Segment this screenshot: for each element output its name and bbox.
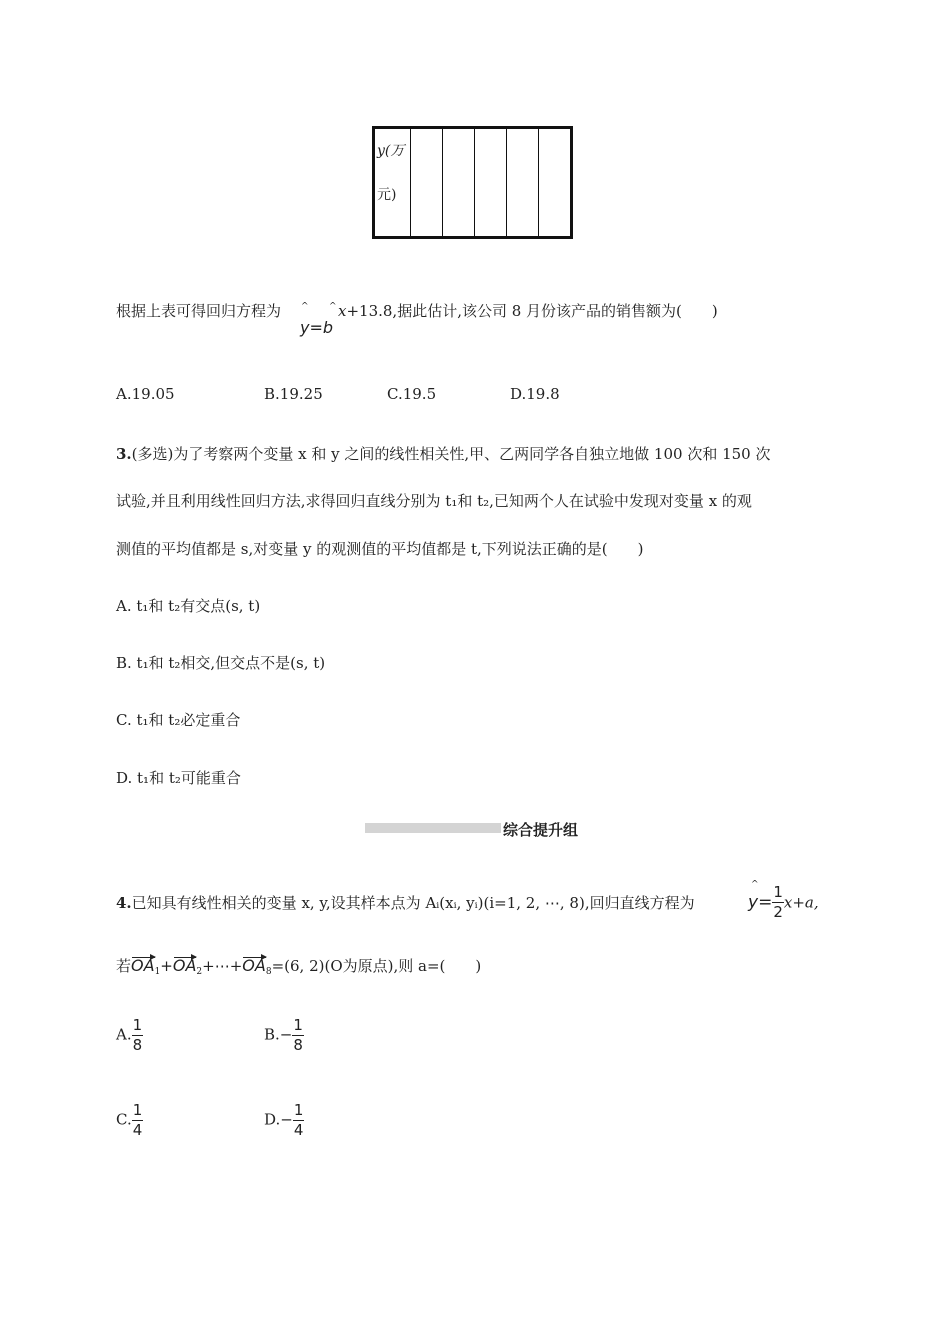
q4-option-a[interactable]: A. $\frac{1}{8}$ [116,1016,143,1054]
fraction: $\frac{1}{8}$ [132,1016,143,1054]
table-cell [507,128,539,238]
q4-line-1: 4.已知具有线性相关的变量 x, y,设其样本点为 Aᵢ(xᵢ, yᵢ)(i=1, 2, ⋯, 8),回归直线方程为 [116,894,695,912]
q2-option-d[interactable]: D.19.8 [510,385,560,403]
q3-option-b[interactable]: B. t₁和 t₂相交,但交点不是(s, t) [116,654,326,672]
half-fraction: $\frac{1}{2}$ [773,883,783,921]
fraction: $\frac{1}{4}$ [132,1101,143,1139]
q4-regression-equation: y= $\frac{1}{2}$ x+a, [748,883,819,921]
table-row [374,128,572,238]
vector-oa1: OA [131,956,155,975]
table-cell [475,128,507,238]
fraction: $\frac{1}{8}$ [293,1016,303,1054]
q4-line-2: 若$OA_1+OA_2+\cdots+OA_8=(6$, 2)(O为原点),则 a=( ) [116,956,482,977]
fraction: $\frac{1}{4}$ [293,1101,304,1139]
vector-oa8: OA [242,956,266,975]
q3-line-3: 测值的平均值都是 s,对变量 y 的观测值的平均值都是 t,下列说法正确的是( ) [116,540,644,558]
regression-equation-lhs: y=b [300,318,334,337]
table-cell [443,128,475,238]
table-cell [411,128,443,238]
q3-option-c[interactable]: C. t₁和 t₂必定重合 [116,711,241,729]
q3-line-1: 3.(多选)为了考察两个变量 x 和 y 之间的线性相关性,甲、乙两同学各自独立地做 100 次和 150 次 [116,445,771,463]
q3-line-2: 试验,并且利用线性回归方法,求得回归直线分别为 t₁和 t₂,已知两个人在试验中发现对变量 x 的观 [116,492,752,510]
vector-oa2: OA [172,956,197,975]
table-row-label: y(万 元) [374,128,411,238]
q2-stem [116,300,281,321]
q4-option-d[interactable]: D.− $\frac{1}{4}$ [264,1101,304,1139]
table-cell [539,128,572,238]
q4-option-b[interactable]: B.− $\frac{1}{8}$ [264,1016,303,1054]
section-bar [365,823,501,833]
q2-stem-text-a: 根据上表可得回归方程为 [116,302,282,320]
section-title: 综合提升组 [503,821,579,839]
q2-option-c[interactable]: C.19.5 [387,385,437,403]
q2-option-b[interactable]: B.19.25 [264,385,323,403]
q3-option-d[interactable]: D. t₁和 t₂可能重合 [116,769,241,787]
y-hat-mark-q4: ^ [751,880,759,890]
q2-option-a[interactable]: A.19.05 [116,385,175,403]
data-table [372,126,573,239]
b-hat-mark: ^ [329,302,337,312]
q4-option-c[interactable]: C. $\frac{1}{4}$ [116,1101,143,1139]
y-hat-mark: ^ [301,302,309,312]
q2-stem-rest: x+13.8,据此估计,该公司 8 月份该产品的销售额为( ) [338,302,718,320]
q3-option-a[interactable]: A. t₁和 t₂有交点(s, t) [116,597,261,615]
